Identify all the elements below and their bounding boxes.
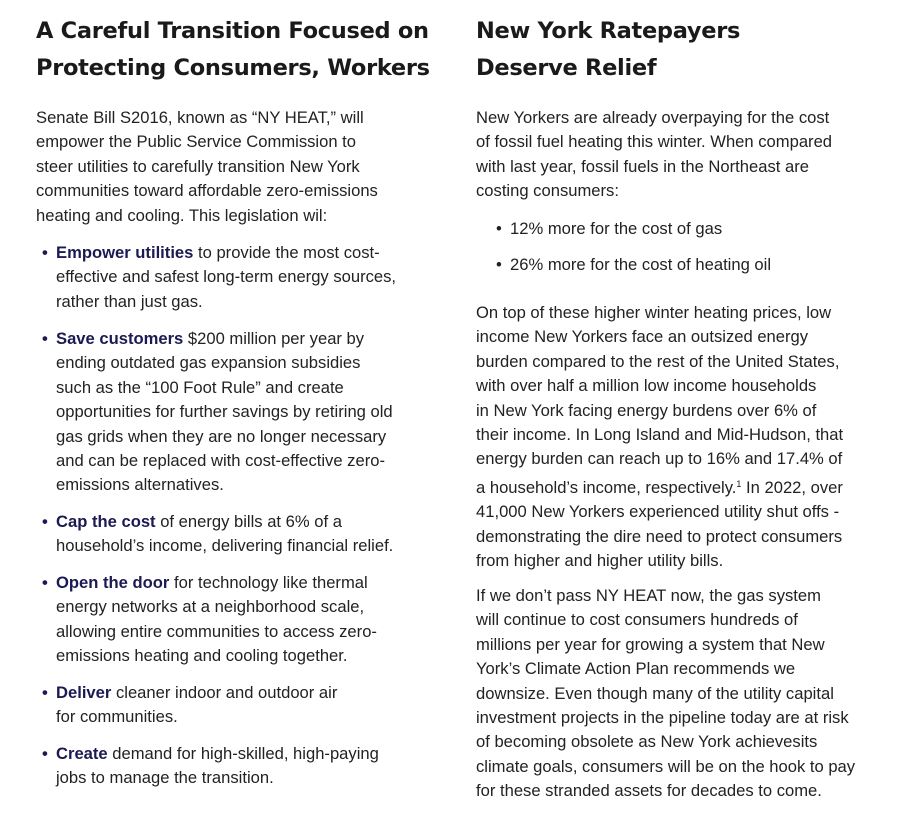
text-line: millions per year for growing a system that New (476, 634, 825, 654)
text-line (56, 241, 396, 265)
text-line: On top of these higher winter heating prices, low (476, 303, 832, 322)
text-line: energy networks at a neighborhood scale, (56, 597, 365, 617)
bullet-marker: • (42, 243, 48, 262)
bullet-text: of energy bills at 6% of a (155, 512, 342, 531)
right-intro-paragraph (476, 106, 832, 204)
left-bullet-empower (42, 241, 397, 314)
bullet-marker: • (42, 512, 48, 531)
text-segment: a household’s income, respectively. (476, 477, 737, 497)
right-heading (476, 13, 740, 87)
text-line: of fossil fuel heating this winter. When compared (476, 132, 833, 152)
text-line: 12% more for the cost of gas (510, 219, 723, 238)
footnote-marker: 1 (736, 478, 742, 489)
text-line: emissions alternatives. (56, 475, 224, 495)
text-line: 41,000 New Yorkers experienced utility shut offs - (476, 502, 840, 522)
right-bullet-gas (496, 217, 723, 241)
text-line: such as the “100 Foot Rule” and create (56, 377, 344, 397)
text-line: burden compared to the rest of the United States, (476, 351, 840, 371)
bullet-marker: • (42, 683, 48, 702)
right-heading-line: New York Ratepayers (476, 18, 741, 44)
text-line (56, 327, 393, 351)
text-line: steer utilities to carefully transition New York (36, 156, 360, 176)
text-line: jobs to manage the transition. (56, 768, 274, 788)
text-line: energy burden can reach up to 16% and 17.4% of (476, 449, 843, 469)
left-bullet-deliver (42, 681, 338, 730)
text-line: ending outdated gas expansion subsidies (56, 353, 361, 373)
text-line: If we don’t pass NY HEAT now, the gas system (476, 586, 821, 605)
left-bullet-open (42, 571, 377, 669)
left-heading (36, 13, 430, 87)
text-line: York’s Climate Action Plan recommends we (476, 659, 796, 679)
text-line: and can be replaced with cost-effective zero- (56, 451, 385, 471)
text-line: rather than just gas. (56, 291, 203, 311)
text-line: in New York facing energy burdens over 6% of (476, 400, 817, 420)
text-line: from higher and higher utility bills. (476, 551, 724, 571)
bullet-emphasis: Open the door (56, 573, 170, 592)
text-line: will continue to cost consumers hundreds of (476, 610, 798, 630)
bullet-emphasis: Empower utilities (56, 243, 194, 262)
left-bullet-save (42, 327, 393, 498)
text-line (56, 510, 393, 534)
text-line (56, 571, 377, 595)
right-nyheat-paragraph (476, 584, 855, 804)
text-line: Senate Bill S2016, known as “NY HEAT,” will (36, 108, 364, 127)
bullet-text: for technology like thermal (169, 573, 368, 592)
bullet-emphasis: Deliver (56, 683, 112, 702)
right-heading-line: Deserve Relief (476, 55, 657, 81)
text-line: with over half a million low income households (476, 376, 817, 396)
text-line: heating and cooling. This legislation wil: (36, 205, 328, 225)
text-line: of becoming obsolete as New York achievesits (476, 732, 818, 752)
text-line: climate goals, consumers will be on the hook to pay (476, 756, 856, 776)
text-line: communities toward affordable zero-emissions (36, 181, 378, 201)
text-line: for these stranded assets for decades to come. (476, 781, 822, 801)
text-line: opportunities for further savings by retiring old (56, 402, 393, 422)
bullet-text: to provide the most cost- (193, 243, 380, 262)
bullet-marker: • (42, 573, 48, 592)
right-burden-paragraph (476, 301, 843, 573)
left-bullet-cap (42, 510, 394, 559)
text-line: with last year, fossil fuels in the Northeast are (476, 156, 809, 176)
left-bullet-create (42, 742, 379, 791)
bullet-emphasis: Cap the cost (56, 512, 156, 531)
text-line: 26% more for the cost of heating oil (510, 255, 772, 274)
text-segment: In 2022, over (741, 477, 843, 497)
text-line: effective and safest long-term energy sources, (56, 267, 397, 287)
text-line (56, 742, 379, 766)
bullet-text: cleaner indoor and outdoor air (111, 683, 338, 702)
left-intro-paragraph (36, 106, 378, 228)
bullet-marker: • (496, 219, 502, 238)
right-bullet-oil (496, 253, 772, 277)
text-line: household’s income, delivering financial relief. (56, 536, 394, 556)
text-line: empower the Public Service Commission to (36, 132, 357, 152)
text-line: costing consumers: (476, 181, 619, 201)
bullet-text: demand for high-skilled, high-paying (107, 744, 379, 763)
text-line: downsize. Even though many of the utility capital (476, 683, 834, 703)
text-line (476, 472, 843, 500)
text-line: for communities. (56, 707, 178, 727)
bullet-marker: • (42, 329, 48, 348)
bullet-emphasis: Create (56, 744, 108, 763)
text-line: allowing entire communities to access zero- (56, 621, 377, 641)
bullet-emphasis: Save customers (56, 329, 184, 348)
text-line (56, 681, 337, 705)
text-line: their income. In Long Island and Mid-Hudson, that (476, 425, 844, 445)
bullet-marker: • (42, 744, 48, 763)
left-heading-line: Protecting Consumers, Workers (36, 55, 430, 81)
text-line: demonstrating the dire need to protect consumers (476, 526, 843, 546)
text-line: investment projects in the pipeline today are at risk (476, 708, 849, 728)
bullet-text: $200 million per year by (183, 329, 365, 348)
text-line: emissions heating and cooling together. (56, 646, 348, 666)
bullet-marker: • (496, 255, 502, 274)
text-line: income New Yorkers face an outsized energy (476, 327, 809, 347)
left-heading-line: A Careful Transition Focused on (36, 18, 429, 44)
text-line: gas grids when they are no longer necessary (56, 426, 387, 446)
text-line: New Yorkers are already overpaying for the cost (476, 108, 830, 127)
